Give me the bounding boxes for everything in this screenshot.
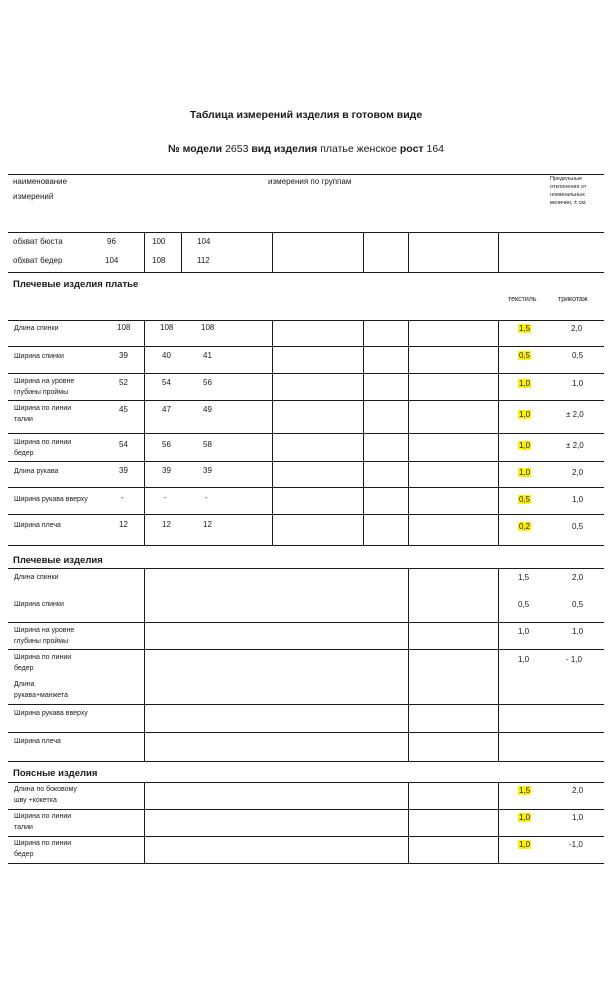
model-value: 2653: [225, 143, 249, 155]
tolerance-line4: величин, ± см.: [550, 200, 587, 206]
row-name: Длина спинки: [14, 325, 59, 332]
row-v2: 47: [162, 405, 171, 414]
knit-tol: -1,0: [569, 840, 583, 849]
row-name-line1: Ширина по линии: [14, 813, 72, 820]
height-value: 164: [426, 143, 445, 155]
row-v1: 52: [119, 378, 128, 387]
textile-tol: 1,0: [519, 840, 531, 849]
rule: [8, 568, 604, 569]
knit-tol: 2,0: [571, 324, 583, 333]
textile-tol: 1,0: [519, 813, 531, 822]
row-v3: 41: [203, 351, 212, 360]
rule: [8, 232, 604, 233]
document-subtitle: [0, 143, 612, 155]
textile-tol: 1,0: [519, 468, 531, 477]
row-v3: -: [205, 493, 208, 502]
base-row-v2: 100: [152, 237, 166, 246]
rule: [8, 649, 604, 650]
rule: [8, 863, 604, 864]
row-name-line1: Ширина по линии: [14, 439, 72, 446]
grid-line: [408, 232, 409, 272]
row-name-line2: бедер: [14, 851, 34, 858]
row-name-line1: Длина: [14, 681, 35, 688]
textile-tol: 1,0: [519, 410, 531, 419]
row-v1: 39: [119, 351, 128, 360]
base-row-v3: 104: [197, 237, 211, 246]
rule: [8, 545, 604, 546]
textile-tol: 1,5: [519, 324, 531, 333]
rule: [8, 433, 604, 434]
rule: [8, 272, 604, 273]
row-name: Ширина спинки: [14, 601, 64, 608]
knit-tol: 1,0: [572, 813, 584, 822]
row-v1: 12: [119, 520, 128, 529]
row-name-line2: талии: [14, 824, 33, 831]
row-name-line2: глубины проймы: [14, 389, 69, 396]
row-name: Ширина спинки: [14, 353, 64, 360]
row-v2: 12: [162, 520, 171, 529]
knit-tol: ± 2,0: [566, 410, 584, 419]
rule: [8, 732, 604, 733]
groups-col-header: измерения по группам: [268, 177, 352, 186]
name-col-line1: наименование: [13, 177, 68, 186]
row-v2: 56: [162, 440, 171, 449]
row-v3: 12: [203, 520, 212, 529]
grid-line: [144, 232, 145, 272]
row-v2: 54: [162, 378, 171, 387]
row-v1: 45: [119, 405, 128, 414]
grid-line: [498, 232, 499, 272]
row-name: Ширина плеча: [14, 738, 61, 745]
row-name-line1: Длина по боковому: [14, 786, 77, 793]
base-row-name: обхват бедер: [13, 256, 63, 265]
knit-tol: ± 2,0: [566, 441, 584, 450]
row-v3: 39: [203, 466, 212, 475]
rule: [8, 373, 604, 374]
rule: [8, 320, 604, 321]
base-row-v3: 112: [197, 256, 210, 265]
knit-tol: 2,0: [572, 468, 584, 477]
rule: [8, 461, 604, 462]
row-name: Длина спинки: [14, 574, 59, 581]
model-label: № модели: [167, 143, 223, 155]
textile-tol: 0,5: [518, 600, 530, 609]
textile-tol: 0,2: [519, 522, 531, 531]
base-row-v1: 96: [107, 237, 116, 246]
grid-line: [498, 782, 499, 864]
row-v1: 39: [119, 466, 128, 475]
rule: [8, 704, 604, 705]
row-name: Ширина рукава вверху: [14, 710, 88, 717]
grid-line: [272, 232, 273, 272]
textile-tol: 1,5: [518, 573, 530, 582]
section3-title: Поясные изделия: [13, 768, 98, 779]
textile-tol: 1,0: [518, 627, 530, 636]
rule: [8, 346, 604, 347]
tolerance-line2: отклонения от: [550, 184, 587, 190]
row-v2: 108: [160, 323, 174, 332]
grid-line: [181, 232, 182, 272]
rule: [8, 809, 604, 810]
rule: [8, 836, 604, 837]
knit-tol: 1,0: [572, 495, 584, 504]
knit-tol: 0,5: [572, 600, 584, 609]
base-row-v2: 108: [152, 256, 166, 265]
textile-tol: 1,5: [519, 786, 531, 795]
rule: [8, 622, 604, 623]
row-v2: 39: [162, 466, 171, 475]
grid-line: [363, 232, 364, 272]
textile-tol: 0,5: [519, 495, 531, 504]
row-name-line2: бедер: [14, 450, 34, 457]
row-name-line2: глубины проймы: [14, 638, 69, 645]
row-v3: 108: [201, 323, 215, 332]
tolerance-line1: Предельные: [550, 176, 583, 182]
row-name-line1: Ширина на уровне: [14, 378, 75, 385]
textile-tol: 0,5: [519, 351, 531, 360]
grid-line: [408, 782, 409, 864]
row-v3: 58: [203, 440, 212, 449]
row-name-line2: бедер: [14, 665, 34, 672]
textile-tol: 1,0: [519, 441, 531, 450]
knit-tol: 1,0: [572, 379, 584, 388]
kind-label: вид изделия: [251, 143, 318, 155]
row-v1: 54: [119, 440, 128, 449]
row-v3: 56: [203, 378, 212, 387]
rule: [8, 400, 604, 401]
row-name-line2: талии: [14, 416, 33, 423]
row-v2: -: [164, 493, 167, 502]
name-col-line2: измерений: [13, 192, 54, 201]
knit-tol: 0,5: [572, 351, 584, 360]
knit-tol: 2,0: [572, 786, 584, 795]
row-name: Ширина рукава вверху: [14, 496, 88, 503]
col-textile: текстиль: [508, 296, 537, 303]
row-name-line2: рукава+манжета: [14, 692, 68, 699]
row-name: Ширина плеча: [14, 522, 61, 529]
base-row-name: обхват бюста: [13, 237, 63, 246]
row-v2: 40: [162, 351, 171, 360]
row-name-line1: Ширина по линии: [14, 405, 72, 412]
row-v1: 108: [117, 323, 131, 332]
base-row-v1: 104: [105, 256, 119, 265]
tolerance-line3: номинальных: [550, 192, 585, 198]
textile-tol: 1,0: [518, 655, 530, 664]
height-label: рост: [399, 143, 424, 155]
kind-value: платье женское: [320, 143, 397, 155]
knit-tol: - 1,0: [566, 655, 583, 664]
knit-tol: 1,0: [572, 627, 584, 636]
grid-line: [144, 782, 145, 864]
rule: [8, 514, 604, 515]
row-name-line1: Ширина на уровне: [14, 627, 75, 634]
row-name: Длина рукава: [14, 468, 59, 475]
document-title: Таблица измерений изделия в готовом виде: [189, 109, 423, 121]
row-v3: 49: [203, 405, 212, 414]
section2-title: Плечевые изделия: [13, 555, 103, 566]
row-name-line1: Ширина по линии: [14, 840, 72, 847]
knit-tol: 0,5: [572, 522, 584, 531]
rule: [8, 761, 604, 762]
textile-tol: 1,0: [519, 379, 531, 388]
rule: [8, 487, 604, 488]
section1-title: Плечевые изделия платье: [13, 279, 139, 290]
rule: [8, 174, 604, 175]
rule: [8, 782, 604, 783]
row-name-line1: Ширина по линии: [14, 654, 72, 661]
knit-tol: 2,0: [572, 573, 584, 582]
row-v1: -: [121, 493, 124, 502]
row-name-line2: шву +кокетка: [14, 797, 57, 804]
col-knit: трикотаж: [558, 296, 588, 303]
